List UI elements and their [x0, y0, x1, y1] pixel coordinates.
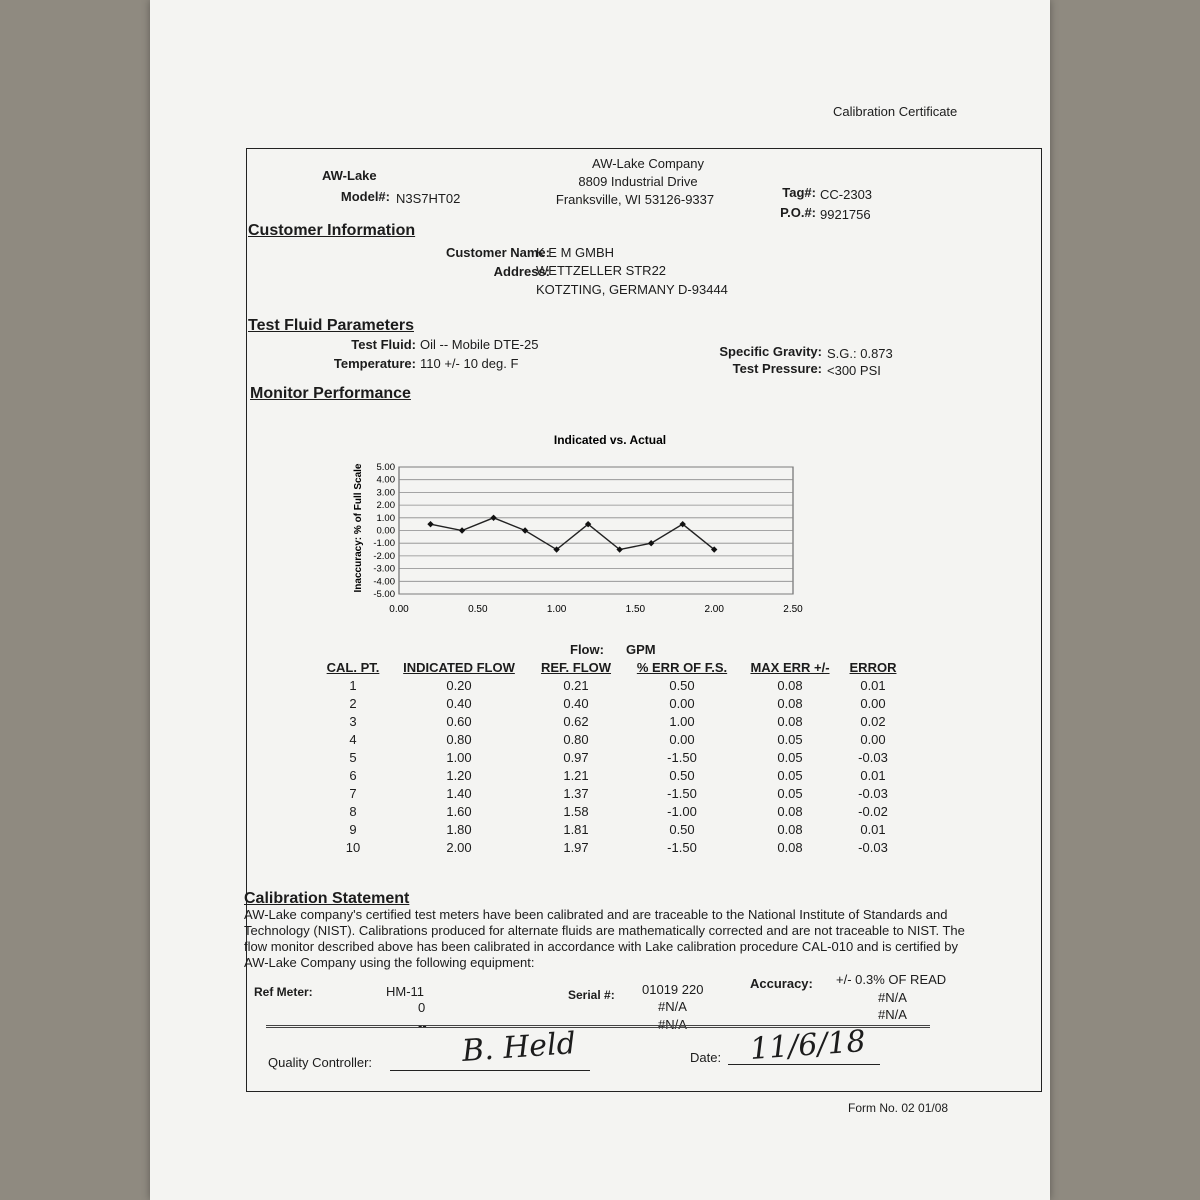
table-cell: 1.80: [446, 821, 472, 837]
table-cell: -0.02: [858, 803, 888, 819]
table-cell: 0.01: [860, 677, 886, 693]
table-row: [316, 766, 906, 784]
serial-1: 01019 220: [642, 982, 704, 997]
ref-meter-2: 0: [418, 1000, 426, 1015]
table-cell: 0.05: [777, 731, 803, 747]
table-cell: 1.00: [446, 749, 472, 765]
chart-y-tick-label: 1.00: [376, 512, 395, 524]
date-signature: 11/6/18: [748, 1024, 867, 1067]
table-cell: 0.00: [860, 695, 886, 711]
ref-meter-3: --: [418, 1018, 427, 1033]
table-cell: 0.02: [860, 713, 886, 729]
table-cell: 0.40: [563, 695, 589, 711]
chart-series-line: [431, 518, 715, 550]
chart-y-tick-label: -1.00: [373, 538, 395, 550]
chart-y-tick-label: -5.00: [373, 589, 395, 600]
fluid-label: Test Fluid:: [351, 337, 416, 352]
quality-controller-label: Quality Controller:: [268, 1055, 373, 1070]
form-number: Form No. 02 01/08: [848, 1101, 949, 1115]
table-row: [316, 676, 906, 694]
chart-y-tick-label: 0.00: [376, 525, 395, 537]
accuracy-3: #N/A: [878, 1007, 907, 1022]
document-type-label: Calibration Certificate: [833, 104, 958, 119]
accuracy-2: #N/A: [878, 990, 907, 1005]
table-cell: 0.05: [777, 767, 803, 783]
qc-signature-line: [390, 1070, 590, 1071]
tag-value: CC-2303: [820, 187, 873, 202]
test-pressure-label: Test Pressure:: [732, 361, 822, 376]
customer-name-value: K E M GMBH: [536, 245, 615, 260]
col-header-max-err: MAX ERR +/-: [750, 659, 830, 675]
col-header-err-fs: % ERR OF F.S.: [636, 659, 728, 675]
statement-text: AW-Lake company's certified test meters have been calibrated and are traceable to the National Institute of Standards and Technology (NIST). Calibrations produced for alternate fluids are mathematically corrected and are not traceable to NIST. The flow monitor described above has been calibrated in accordance with Lake calibration procedure CAL-010 and is certified by AW-Lake Company using the following equipment:: [244, 907, 965, 970]
temperature-value: 110 +/- 10 deg. F: [420, 356, 519, 371]
chart-y-tick-label: 4.00: [376, 474, 395, 486]
table-cell: -0.03: [858, 839, 888, 855]
table-cell: 0.97: [563, 749, 589, 765]
col-header-cal-pt: CAL. PT.: [326, 659, 380, 675]
chart-data-point: [522, 527, 528, 533]
table-cell: 0.80: [446, 731, 472, 747]
table-cell: 0.21: [563, 677, 589, 693]
tag-label: Tag#:: [782, 185, 816, 200]
table-cell: 2.00: [446, 839, 472, 855]
chart-x-tick-label: 0.00: [389, 604, 409, 615]
table-cell: 0.05: [777, 749, 803, 765]
chart-title: Indicated vs. Actual: [553, 433, 667, 447]
table-row: [316, 838, 906, 856]
chart-x-tick-label: 1.00: [546, 604, 567, 615]
table-row: [316, 712, 906, 730]
table-cell: 1.00: [669, 713, 695, 729]
chart-y-tick-label: -2.00: [373, 550, 395, 562]
model-label: Model#:: [340, 189, 390, 204]
flow-unit: GPM: [626, 642, 656, 657]
chart-data-point: [648, 540, 654, 546]
serial-2: #N/A: [658, 999, 687, 1014]
address-line-1: WETTZELLER STR22: [536, 263, 667, 278]
table-cell: 0.00: [669, 695, 695, 711]
table-row: [316, 694, 906, 712]
table-cell: -1.50: [667, 749, 697, 765]
table-cell: 0.62: [563, 713, 589, 729]
table-cell: -1.00: [667, 803, 697, 819]
chart-data-point: [427, 521, 433, 527]
customer-heading: Customer Information: [248, 222, 416, 239]
flow-label: Flow:: [570, 642, 604, 657]
temperature-label: Temperature:: [333, 356, 416, 371]
col-header-indicated-flow: INDICATED FLOW: [403, 659, 515, 675]
table-cell: 0.50: [669, 677, 695, 693]
table-cell: 6: [349, 767, 357, 783]
serial-label: Serial #:: [568, 988, 615, 1002]
table-cell: 0.08: [777, 839, 803, 855]
chart-x-tick-label: 0.50: [468, 604, 488, 615]
ref-meter-1: HM-11: [386, 984, 425, 999]
table-cell: 0.08: [777, 677, 803, 693]
table-cell: 1.20: [446, 767, 472, 783]
po-value: 9921756: [820, 207, 871, 222]
table-cell: 1.60: [446, 803, 472, 819]
accuracy-1: +/- 0.3% OF READ: [836, 972, 947, 987]
table-cell: 0.08: [777, 713, 803, 729]
table-row: [316, 748, 906, 766]
table-cell: 0.80: [563, 731, 589, 747]
table-row: [316, 784, 906, 802]
statement-heading: Calibration Statement: [244, 890, 410, 907]
monitor-heading: Monitor Performance: [250, 385, 411, 402]
chart-y-tick-label: -4.00: [373, 576, 395, 588]
test-pressure-value: <300 PSI: [827, 363, 881, 378]
table-row: [316, 820, 906, 838]
table-cell: -1.50: [667, 785, 697, 801]
company-city: Franksville, WI 53126-9337: [555, 192, 715, 207]
table-cell: -1.50: [667, 839, 697, 855]
date-label: Date:: [690, 1050, 722, 1065]
table-row: [316, 802, 906, 820]
table-cell: -0.03: [858, 749, 888, 765]
chart-data-point: [490, 515, 496, 521]
company-short-name: AW-Lake: [322, 168, 377, 183]
chart-y-tick-label: 5.00: [376, 462, 395, 473]
table-cell: 2: [349, 695, 357, 711]
model-value: N3S7HT02: [396, 191, 461, 206]
table-cell: 0.60: [446, 713, 472, 729]
specific-gravity-label: Specific Gravity:: [719, 344, 822, 359]
table-header-row: [316, 658, 906, 676]
qc-signature: B. Held: [460, 1026, 577, 1069]
col-header-ref-flow: REF. FLOW: [540, 659, 612, 675]
chart-y-tick-label: 2.00: [376, 500, 395, 512]
ref-meter-label: Ref Meter:: [254, 985, 313, 999]
table-cell: 0.01: [860, 821, 886, 837]
table-cell: 9: [349, 821, 357, 837]
fluid-heading: Test Fluid Parameters: [248, 317, 414, 334]
table-cell: 1.37: [563, 785, 589, 801]
col-header-error: ERROR: [849, 659, 897, 675]
table-cell: 0.01: [860, 767, 886, 783]
table-cell: 0.08: [777, 821, 803, 837]
table-cell: 1.81: [563, 821, 589, 837]
chart-x-tick-label: 2.50: [783, 604, 803, 615]
table-cell: 0.05: [777, 785, 803, 801]
specific-gravity-value: S.G.: 0.873: [827, 346, 893, 361]
accuracy-chart: [345, 428, 855, 622]
table-cell: 0.50: [669, 821, 695, 837]
chart-y-tick-label: 3.00: [376, 487, 395, 499]
table-cell: 0.20: [446, 677, 472, 693]
chart-x-tick-label: 2.00: [704, 604, 724, 615]
calibration-table: [316, 658, 906, 856]
serial-3: #N/A: [658, 1017, 687, 1032]
address-label: Address:: [493, 264, 550, 279]
chart-x-tick-label: 1.50: [625, 604, 646, 615]
table-cell: 4: [349, 731, 357, 747]
chart-data-point: [459, 527, 465, 533]
table-cell: 8: [349, 803, 357, 819]
table-cell: 1.97: [563, 839, 589, 855]
table-row: [316, 730, 906, 748]
table-cell: 0.08: [777, 695, 803, 711]
company-name: AW-Lake Company: [592, 156, 704, 171]
fluid-value: Oil -- Mobile DTE-25: [420, 337, 539, 352]
table-cell: 0.08: [777, 803, 803, 819]
customer-name-label: Customer Name:: [445, 245, 550, 260]
table-cell: 10: [345, 839, 361, 855]
certificate-sheet: [150, 0, 1050, 1200]
chart-y-axis-label: Inaccuracy: % of Full Scale: [353, 463, 364, 593]
company-street: 8809 Industrial Drive: [578, 174, 698, 189]
table-cell: 1.21: [563, 767, 589, 783]
table-cell: 7: [349, 785, 357, 801]
table-cell: 5: [349, 749, 357, 765]
table-cell: 1.40: [446, 785, 472, 801]
table-cell: 0.50: [669, 767, 695, 783]
table-cell: 1.58: [563, 803, 589, 819]
table-cell: -0.03: [858, 785, 888, 801]
po-label: P.O.#:: [780, 205, 816, 220]
table-cell: 1: [349, 677, 357, 693]
table-cell: 0.40: [446, 695, 472, 711]
table-cell: 3: [349, 713, 357, 729]
address-line-2: KOTZTING, GERMANY D-93444: [536, 282, 728, 297]
table-cell: 0.00: [860, 731, 886, 747]
accuracy-label: Accuracy:: [750, 976, 813, 991]
chart-y-tick-label: -3.00: [373, 563, 395, 575]
table-cell: 0.00: [669, 731, 695, 747]
